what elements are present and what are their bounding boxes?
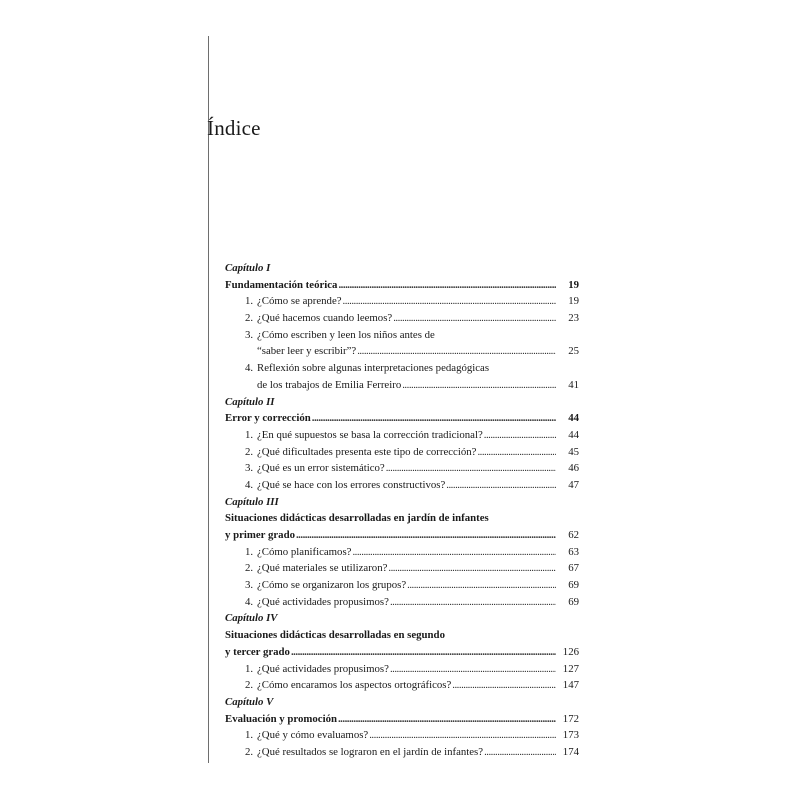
toc-page-number: 63 bbox=[568, 545, 579, 558]
dot-leader bbox=[357, 343, 556, 360]
toc-item-row[interactable] bbox=[225, 560, 579, 577]
item-text: ¿Qué actividades propusimos? bbox=[257, 595, 389, 608]
toc-section-title: y tercer grado bbox=[225, 645, 290, 658]
toc-item-row[interactable] bbox=[225, 427, 579, 444]
dot-leader bbox=[402, 377, 556, 394]
toc-section-row[interactable] bbox=[225, 627, 579, 644]
toc-page-number: 69 bbox=[568, 579, 579, 592]
item-number: 1. bbox=[245, 662, 254, 675]
toc-item-row[interactable] bbox=[225, 577, 579, 594]
toc-section-title: Evaluación y promoción bbox=[225, 712, 337, 725]
toc-page-number: 67 bbox=[568, 562, 579, 575]
toc-item-row[interactable] bbox=[225, 544, 579, 561]
chapter-title: Capítulo IV bbox=[225, 612, 278, 625]
toc-item-row[interactable] bbox=[225, 293, 579, 310]
toc-item-row[interactable] bbox=[225, 327, 579, 344]
toc-page-number: 69 bbox=[568, 595, 579, 608]
item-text: ¿Qué dificultades presenta este tipo de corrección? bbox=[257, 445, 477, 458]
item-number: 4. bbox=[245, 478, 254, 491]
dot-leader bbox=[338, 277, 556, 294]
toc-section-title: Situaciones didácticas desarrolladas en segundo bbox=[225, 629, 445, 642]
dot-leader bbox=[369, 727, 556, 744]
dot-leader bbox=[446, 477, 556, 494]
item-text: ¿Qué se hace con los errores constructivos? bbox=[257, 478, 446, 491]
item-number: 1. bbox=[245, 428, 254, 441]
dot-leader bbox=[407, 577, 556, 594]
toc-page-number: 127 bbox=[562, 662, 579, 675]
item-number: 2. bbox=[245, 445, 254, 458]
item-text: ¿Qué actividades propusimos? bbox=[257, 662, 389, 675]
index-heading: Índice bbox=[207, 116, 261, 140]
toc-section-title: Fundamentación teórica bbox=[225, 278, 338, 291]
dot-leader bbox=[312, 410, 556, 427]
toc-item-row[interactable] bbox=[225, 661, 579, 678]
item-text: ¿Qué y cómo evaluamos? bbox=[257, 729, 369, 742]
item-text: ¿Cómo se organizaron los grupos? bbox=[257, 579, 407, 592]
item-text: ¿Qué hacemos cuando leemos? bbox=[257, 312, 393, 325]
item-text: ¿Cómo encaramos los aspectos ortográficos? bbox=[257, 679, 452, 692]
toc-page-number: 126 bbox=[562, 645, 579, 658]
item-text: ¿Qué materiales se utilizaron? bbox=[257, 562, 388, 575]
item-number: 3. bbox=[245, 328, 254, 341]
toc-section-row[interactable] bbox=[225, 410, 579, 427]
toc-page-number: 25 bbox=[568, 345, 579, 358]
dot-leader bbox=[338, 711, 556, 728]
toc-page-number: 62 bbox=[568, 529, 579, 541]
toc-section-row[interactable] bbox=[225, 711, 579, 728]
toc-item-row[interactable] bbox=[225, 594, 579, 611]
toc-page-number: 44 bbox=[568, 428, 579, 441]
toc-page-number: 174 bbox=[562, 745, 579, 758]
toc-page-number: 47 bbox=[568, 478, 579, 491]
toc-page-number: 23 bbox=[568, 312, 579, 325]
item-text: Reflexión sobre algunas interpretaciones pedagógicas bbox=[257, 362, 490, 375]
item-text: “saber leer y escribir”? bbox=[257, 345, 357, 358]
toc-page-number: 44 bbox=[568, 412, 579, 425]
toc-page-number: 172 bbox=[562, 712, 579, 725]
item-number: 2. bbox=[245, 312, 254, 325]
dot-leader bbox=[390, 594, 556, 611]
toc-page-number: 19 bbox=[568, 295, 579, 308]
toc-page-number: 19 bbox=[568, 278, 579, 291]
dot-leader bbox=[386, 460, 556, 477]
toc-item-row[interactable] bbox=[225, 477, 579, 494]
item-number: 3. bbox=[245, 579, 254, 592]
toc-item-row[interactable] bbox=[225, 727, 579, 744]
item-number: 2. bbox=[245, 745, 254, 758]
chapter-title: Capítulo II bbox=[225, 395, 275, 408]
item-number: 1. bbox=[245, 295, 254, 308]
dot-leader bbox=[452, 677, 556, 694]
toc-item-row[interactable] bbox=[225, 744, 579, 761]
toc-section-row[interactable] bbox=[225, 277, 579, 294]
toc-item-row[interactable] bbox=[225, 460, 579, 477]
item-number: 3. bbox=[245, 462, 254, 475]
dot-leader bbox=[477, 444, 556, 461]
item-text: ¿Qué resultados se lograron en el jardín de infantes? bbox=[257, 745, 484, 758]
item-number: 2. bbox=[245, 562, 254, 575]
dot-leader bbox=[296, 527, 556, 544]
toc-page-number: 45 bbox=[568, 445, 579, 458]
item-number: 4. bbox=[245, 362, 254, 375]
toc-section-title: Error y corrección bbox=[225, 412, 311, 425]
item-number: 4. bbox=[245, 595, 254, 608]
toc-section-row[interactable] bbox=[225, 510, 579, 527]
chapter-title: Capítulo V bbox=[225, 695, 274, 708]
toc-section-continuation[interactable] bbox=[225, 527, 579, 544]
toc-section-title: y primer grado bbox=[225, 529, 295, 541]
toc-item-row[interactable] bbox=[225, 444, 579, 461]
chapter-title: Capítulo III bbox=[225, 495, 279, 508]
toc-item-row[interactable] bbox=[225, 677, 579, 694]
dot-leader bbox=[388, 560, 556, 577]
item-text: de los trabajos de Emilia Ferreiro bbox=[257, 378, 402, 391]
chapter-title: Capítulo I bbox=[225, 262, 271, 274]
dot-leader bbox=[390, 661, 556, 678]
toc-page-number: 173 bbox=[562, 729, 579, 742]
toc-section-title: Situaciones didácticas desarrolladas en jardín de infantes bbox=[225, 512, 489, 525]
item-text: ¿En qué supuestos se basa la corrección tradicional? bbox=[257, 428, 483, 441]
dot-leader bbox=[291, 644, 556, 661]
item-number: 1. bbox=[245, 729, 254, 742]
toc-item-row[interactable] bbox=[225, 310, 579, 327]
toc-section-continuation[interactable] bbox=[225, 644, 579, 661]
item-number: 2. bbox=[245, 679, 254, 692]
toc-item-continuation[interactable] bbox=[225, 377, 579, 394]
toc-page-number: 41 bbox=[568, 378, 579, 391]
dot-leader bbox=[484, 427, 556, 444]
dot-leader bbox=[352, 544, 556, 561]
item-text: ¿Cómo planificamos? bbox=[257, 545, 352, 558]
item-text: ¿Cómo se aprende? bbox=[257, 295, 342, 308]
dot-leader bbox=[484, 744, 556, 761]
table-of-contents bbox=[225, 260, 579, 761]
item-text: ¿Cómo escriben y leen los niños antes de bbox=[257, 328, 435, 341]
toc-item-continuation[interactable] bbox=[225, 343, 579, 360]
margin-rule bbox=[208, 36, 209, 763]
item-number: 1. bbox=[245, 545, 254, 558]
toc-item-row[interactable] bbox=[225, 360, 579, 377]
dot-leader bbox=[393, 310, 556, 327]
toc-page-number: 46 bbox=[568, 462, 579, 475]
item-text: ¿Qué es un error sistemático? bbox=[257, 462, 385, 475]
dot-leader bbox=[343, 293, 556, 310]
toc-page-number: 147 bbox=[562, 679, 579, 692]
